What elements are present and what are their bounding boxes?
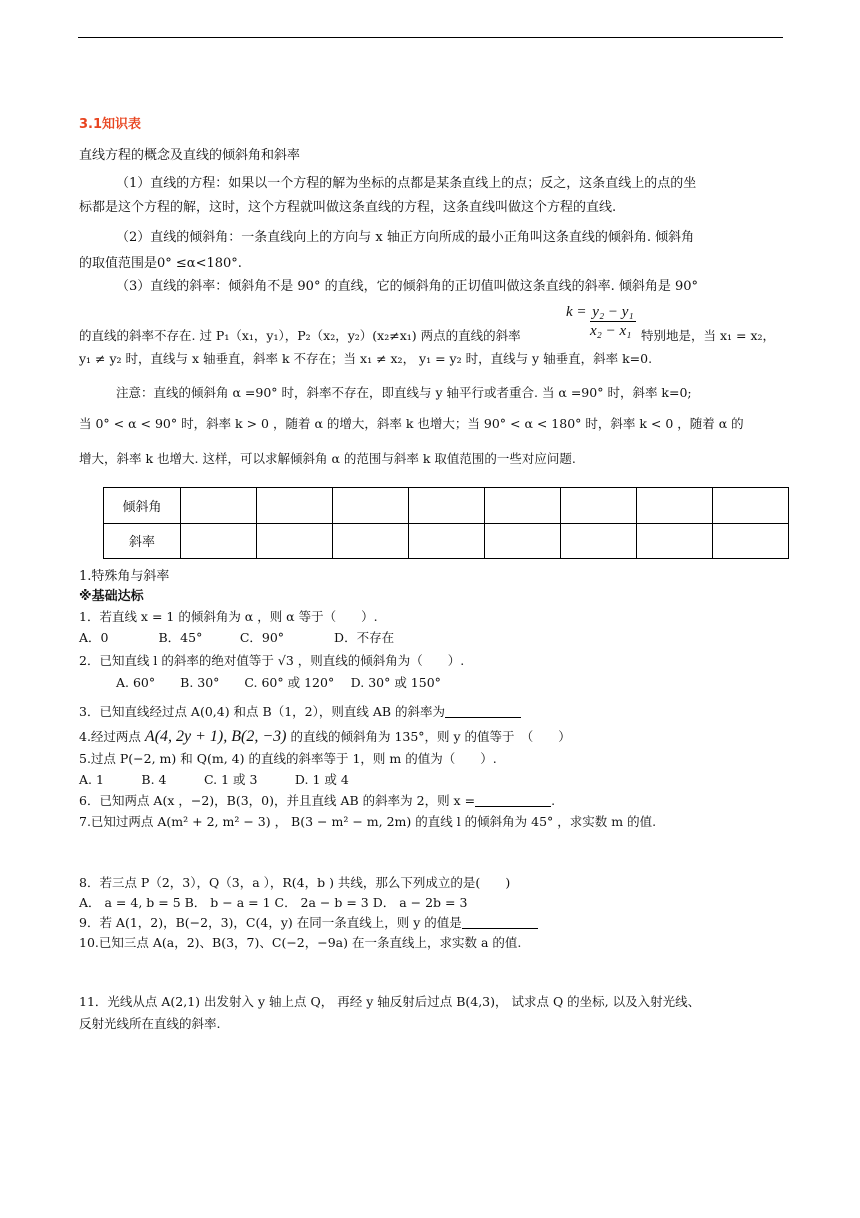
note-line-2: 当 0° < α < 90° 时，斜率 k > 0 ，随着 α 的增大，斜率 k 也增大；当 90° < α < 180° 时，斜率 k < 0 ，随着 α 的	[79, 416, 744, 431]
table-cell	[561, 488, 637, 524]
header-rule	[78, 37, 783, 38]
formula-numerator: y₂ − y₁	[592, 304, 634, 320]
question-11-line-2: 反射光线所在直线的斜率.	[79, 1016, 221, 1031]
formula-denominator: x₂ − x₁	[590, 323, 632, 339]
table-cell	[485, 488, 561, 524]
table-cell	[257, 523, 333, 559]
para-1-line-2: 标都是这个方程的解，这时，这个方程就叫做这条直线的方程，这条直线叫做这个方程的直线.	[79, 200, 617, 215]
question-8: 8．若三点 P（2，3），Q（3，a ），R(4，b ) 共线，那么下列成立的是( )	[79, 875, 511, 890]
table-cell	[637, 488, 713, 524]
angle-slope-table	[103, 487, 789, 559]
table-cell	[637, 523, 713, 559]
formula-k: k =	[566, 304, 587, 320]
section-title: 3.1知识表	[79, 117, 142, 132]
answer-blank	[462, 916, 538, 929]
question-9-text: 9．若 A(1，2)，B(−2，3)，C(4，y) 在同一条直线上，则 y 的值是	[79, 915, 462, 930]
question-11-line-1: 11．光线从点 A(2,1) 出发射入 y 轴上点 Q， 再经 y 轴反射后过点 B(4,3)， 试求点 Q 的坐标, 以及入射光线、	[79, 994, 701, 1009]
question-5-options: A. 1 B. 4 C. 1 或 3 D. 1 或 4	[79, 772, 349, 787]
table-cell	[257, 488, 333, 524]
question-1-options: A．0 B．45° C．90° D．不存在	[79, 630, 395, 645]
question-4-tail: 的直线的倾斜角为 135°，则 y 的值等于 （ ）	[290, 729, 571, 744]
para-1-line-1: （1）直线的方程：如果以一个方程的解为坐标的点都是某条直线上的点；反之，这条直线上的点的坐	[116, 176, 697, 191]
question-4-lead: 4.经过两点	[79, 729, 141, 744]
row-label-angle: 倾斜角	[104, 488, 181, 524]
table-cell	[561, 523, 637, 559]
question-9	[79, 915, 538, 931]
note-line-1: 注意：直线的倾斜角 α =90° 时，斜率不存在，即直线与 y 轴平行或者重合. 当 α =90° 时，斜率 k=0;	[116, 385, 692, 400]
question-8-options: A． a = 4, b = 5 B． b − a = 1 C． 2a − b = 3 D． a − 2b = 3	[79, 895, 468, 910]
exercise-title: 1.特殊角与斜率	[79, 569, 170, 584]
question-5: 5.过点 P(−2, m) 和 Q(m, 4) 的直线的斜率等于 1，则 m 的值为（ ）.	[79, 751, 497, 766]
question-6-text: 6．已知两点 A(x ，−2)，B(3，0)，并且直线 AB 的斜率为 2，则 x =	[79, 793, 476, 808]
para-3-line-2b: 特别地是，当 x₁ = x₂，	[641, 328, 776, 343]
question-2: 2．已知直线 l 的斜率的绝对值等于 √3 ，则直线的倾斜角为（ ）.	[79, 653, 465, 668]
table-row	[104, 523, 789, 559]
para-3-line-2: 的直线的斜率不存在. 过 P₁（x₁，y₁），P₂（x₂，y₂）(x₂≠x₁) 两点的直线的斜率	[79, 328, 521, 343]
question-10: 10.已知三点 A(a，2)、B(3，7)、C(−2，−9a) 在一条直线上，求实数 a 的值.	[79, 935, 522, 950]
question-3-text: 3．已知直线经过点 A(0,4) 和点 B（1，2），则直线 AB 的斜率为	[79, 704, 446, 719]
exercise-subtitle: ※基础达标	[79, 589, 144, 604]
note-line-3: 增大，斜率 k 也增大. 这样，可以求解倾斜角 α 的范围与斜率 k 取值范围的一些对应问题.	[79, 451, 576, 466]
table-row	[104, 488, 789, 524]
question-4	[79, 729, 571, 745]
table-cell	[713, 523, 789, 559]
para-3-line-1: （3）直线的斜率：倾斜角不是 90° 的直线，它的倾斜角的正切值叫做这条直线的斜率. 倾斜角是 90°	[116, 279, 699, 294]
table-cell	[333, 523, 409, 559]
slope-formula	[566, 303, 636, 340]
para-2-line-1: （2）直线的倾斜角：一条直线向上的方向与 x 轴正方向所成的最小正角叫这条直线的倾斜角. 倾斜角	[116, 230, 695, 245]
question-3	[79, 704, 521, 720]
table-cell	[409, 488, 485, 524]
question-2-options: A. 60° B. 30° C. 60° 或 120° D. 30° 或 150°	[116, 675, 441, 690]
table-cell	[713, 488, 789, 524]
table-cell	[409, 523, 485, 559]
table-cell	[333, 488, 409, 524]
para-3-line-3: y₁ ≠ y₂ 时，直线与 x 轴垂直，斜率 k 不存在；当 x₁ ≠ x₂， y₁ = y₂ 时，直线与 y 轴垂直，斜率 k=0.	[79, 351, 653, 366]
question-6: 6．已知两点 A(x ，−2)，B(3，0)，并且直线 AB 的斜率为 2，则 x = .	[79, 793, 556, 808]
row-label-slope: 斜率	[104, 523, 181, 559]
answer-blank	[445, 705, 521, 718]
question-7: 7.已知过两点 A(m² + 2, m² − 3) ， B(3 − m² − m, 2m) 的直线 l 的倾斜角为 45° ，求实数 m 的值.	[79, 814, 657, 829]
answer-blank	[475, 794, 551, 807]
table-cell	[181, 488, 257, 524]
question-4-points: A(4, 2y + 1), B(2, −3)	[144, 728, 287, 745]
question-1: 1．若直线 x = 1 的倾斜角为 α ，则 α 等于（ ）.	[79, 609, 378, 624]
heading: 直线方程的概念及直线的倾斜角和斜率	[79, 148, 301, 163]
table-cell	[181, 523, 257, 559]
table-cell	[485, 523, 561, 559]
para-2-line-2: 的取值范围是0° ≤α<180°.	[79, 256, 242, 271]
